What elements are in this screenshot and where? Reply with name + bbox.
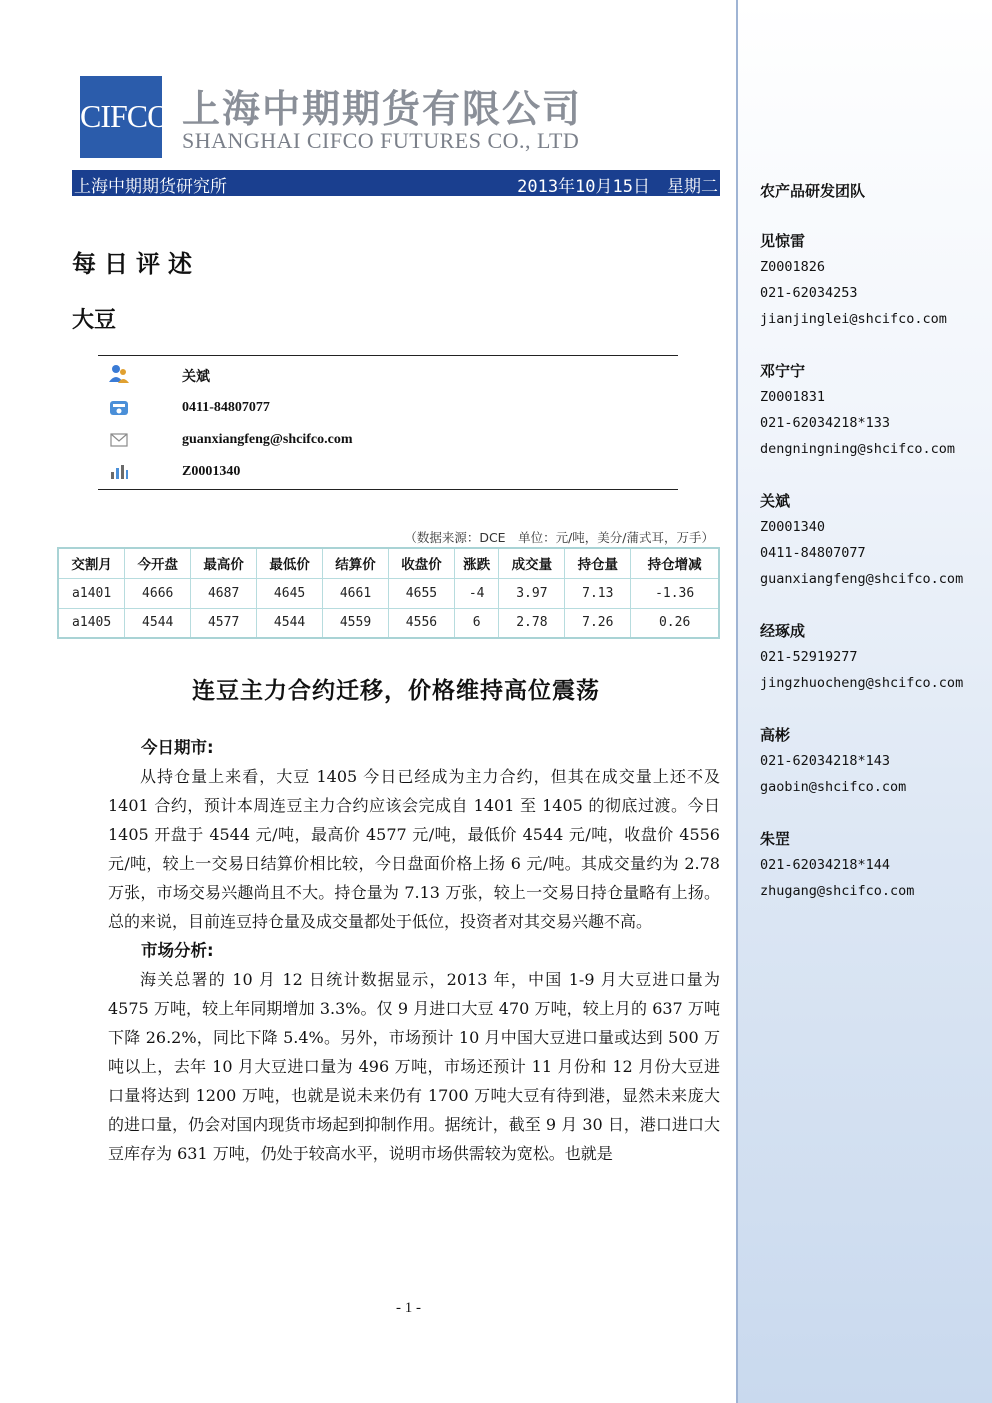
author-phone: 0411-84807077 (182, 400, 270, 415)
author-license-row (98, 462, 678, 486)
table-cell: a1405 (58, 608, 125, 638)
author-email[interactable]: guanxiangfeng@shcifco.com (182, 432, 353, 447)
contact-phone: 021-62034253 (760, 285, 858, 301)
contact-email[interactable]: jianjinglei@shcifco.com (760, 311, 947, 327)
header-bar (72, 170, 720, 196)
contact-phone: 021-52919277 (760, 649, 858, 665)
contact-name: 关斌 (760, 492, 791, 510)
author-name-row (98, 364, 678, 388)
contact-license: Z0001340 (760, 519, 826, 535)
institute-name: 上海中期期货研究所 (74, 177, 227, 197)
author-license: Z0001340 (182, 464, 241, 479)
table-cell: 2.78 (499, 608, 565, 638)
paragraph-today-market: 从持仓量上来看，大豆 1405 今日已经成为主力合约，但其在成交量上还不及 1401 合约，预计本周连豆主力合约应该会完成自 1401 至 1405 的彻底过渡。今日 1405 开盘于 4544 元/吨，最高价 4577 元/吨，最低价 4544 元/吨，收盘价 4556 元/吨，较上一交易日结算价相比较，今日盘面价格上扬 6 元/吨。其成交量约为 2.78 万张，市场交易兴趣尚且不大。持仓量为 7.13 万张，较上一交易日持仓量略有上扬。总的来说，目前连豆持仓量及成交量都处于低位，投资者对其交易兴趣不高。 (108, 767, 720, 931)
table-cell: -1.36 (631, 578, 719, 608)
contact-name: 经琢成 (760, 622, 806, 640)
chart-icon (108, 462, 128, 480)
contact-email[interactable]: zhugang@shcifco.com (760, 883, 915, 899)
paragraph-market-analysis: 海关总署的 10 月 12 日统计数据显示，2013 年，中国 1-9 月大豆进口量为 4575 万吨，较上年同期增加 3.3%。仅 9 月进口大豆 470 万吨，较上月的 637 万吨下降 26.2%，同比下降 5.4%。另外，市场预计 10 月中国大豆进口量或达到 500 万吨以上，去年 10 月大豆进口量为 496 万吨，市场还预计 11 月份和 12 月份大豆进口量将达到 1200 万吨，也就是说未来仍有 1700 万吨大豆有待到港，显然未来庞大的进口量，仍会对国内现货市场起到抑制作用。据统计，截至 9 月 30 日，港口进口大豆库存为 631 万吨，仍处于较高水平，说明市场供需较为宽松。也就是 (108, 970, 720, 1163)
contact-phone: 021-62034218*144 (760, 857, 891, 873)
section-title: 每日评述 (72, 249, 200, 278)
contact-email[interactable]: dengningning@shcifco.com (760, 441, 956, 457)
phone-icon (108, 398, 128, 416)
team-title: 农产品研发团队 (760, 182, 866, 200)
table-row (58, 578, 719, 608)
contact-name: 朱罡 (760, 830, 791, 848)
contact-email[interactable]: guanxiangfeng@shcifco.com (760, 571, 964, 587)
table-cell: 4655 (388, 578, 454, 608)
article-body (108, 733, 720, 1168)
table-cell: 4666 (125, 578, 191, 608)
table-cell: 7.26 (565, 608, 631, 638)
contact-phone: 021-62034218*133 (760, 415, 891, 431)
page-number: - 1 - (396, 1300, 421, 1316)
table-header-row (58, 548, 719, 578)
subheading-today-market: 今日期市: (141, 738, 214, 757)
table-cell: 4661 (323, 578, 389, 608)
column-header: 结算价 (323, 548, 389, 578)
table-cell: 6 (454, 608, 498, 638)
column-header: 持仓量 (565, 548, 631, 578)
contact-email[interactable]: jingzhuocheng@shcifco.com (760, 675, 964, 691)
person-icon (108, 364, 128, 382)
column-header: 涨跌 (454, 548, 498, 578)
table-cell: a1401 (58, 578, 125, 608)
commodity-title: 大豆 (72, 307, 117, 333)
contact-card (760, 488, 963, 592)
author-phone-row (98, 398, 678, 422)
column-header: 成交量 (499, 548, 565, 578)
contact-name: 邓宁宁 (760, 362, 806, 380)
company-name-en: SHANGHAI CIFCO FUTURES CO., LTD (182, 128, 580, 153)
contact-card (760, 358, 955, 462)
contact-card (760, 618, 963, 696)
contact-name: 高彬 (760, 726, 791, 744)
article-title: 连豆主力合约迁移，价格维持高位震荡 (192, 678, 600, 704)
company-name-cn: 上海中期期货有限公司 (182, 87, 583, 131)
contact-license: Z0001831 (760, 389, 826, 405)
data-source-note: （数据来源：DCE 单位：元/吨，美分/蒲式耳，万手） (404, 530, 714, 545)
contact-email[interactable]: gaobin@shcifco.com (760, 779, 907, 795)
logo-abbr: CIFCO (80, 98, 170, 134)
sidebar-contacts (736, 0, 992, 1403)
author-email-row (98, 430, 678, 454)
column-header: 交割月 (58, 548, 125, 578)
price-table (57, 547, 720, 639)
contact-card (760, 826, 914, 904)
column-header: 今开盘 (125, 548, 191, 578)
company-logo (80, 76, 170, 158)
table-cell: 4687 (191, 578, 257, 608)
author-box (98, 355, 678, 490)
contact-phone: 021-62034218*143 (760, 753, 891, 769)
subheading-market-analysis: 市场分析: (141, 941, 214, 960)
contact-card (760, 722, 906, 800)
table-row (58, 608, 719, 638)
contact-license: Z0001826 (760, 259, 826, 275)
table-cell: 4645 (257, 578, 323, 608)
table-cell: 4559 (323, 608, 389, 638)
column-header: 最低价 (257, 548, 323, 578)
contact-phone: 0411-84807077 (760, 545, 866, 561)
table-cell: 0.26 (631, 608, 719, 638)
author-name: 关斌 (182, 370, 210, 385)
column-header: 持仓增减 (631, 548, 719, 578)
table-cell: 4544 (125, 608, 191, 638)
table-cell: 3.97 (499, 578, 565, 608)
table-cell: 7.13 (565, 578, 631, 608)
table-cell: -4 (454, 578, 498, 608)
report-date: 2013年10月15日 星期二 (517, 177, 718, 197)
column-header: 收盘价 (388, 548, 454, 578)
column-header: 最高价 (191, 548, 257, 578)
table-cell: 4556 (388, 608, 454, 638)
table-cell: 4577 (191, 608, 257, 638)
contact-name: 见惊雷 (760, 232, 806, 250)
contact-card (760, 228, 947, 332)
table-cell: 4544 (257, 608, 323, 638)
mail-icon (108, 430, 128, 448)
